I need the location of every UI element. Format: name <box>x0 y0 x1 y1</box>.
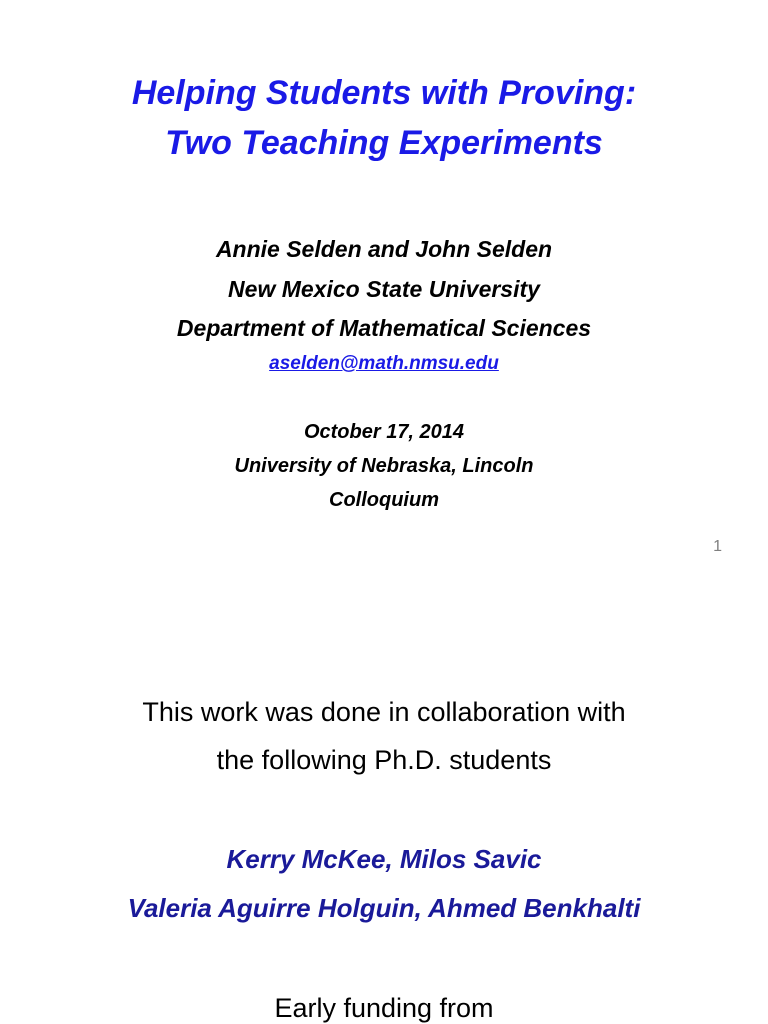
students-line-1: Kerry McKee, Milos Savic <box>226 844 542 874</box>
students-line-2: Valeria Aguirre Holguin, Ahmed Benkhalti <box>127 893 641 923</box>
collaboration-text-line-1: This work was done in collaboration with <box>142 697 626 727</box>
funding-text: Early funding from <box>274 993 494 1023</box>
email-row <box>0 353 768 375</box>
page-number: 1 <box>713 538 722 555</box>
email-link[interactable]: aselden@math.nmsu.edu <box>269 353 499 374</box>
department: Department of Mathematical Sciences <box>176 315 592 341</box>
venue: University of Nebraska, Lincoln <box>234 455 534 477</box>
event-name: Colloquium <box>329 489 439 511</box>
slide-title-line-2: Two Teaching Experiments <box>165 124 603 162</box>
slide-title-line-1: Helping Students with Proving: <box>131 74 637 112</box>
date: October 17, 2014 <box>303 421 465 443</box>
collaboration-text-line-2: the following Ph.D. students <box>216 745 552 775</box>
university: New Mexico State University <box>228 276 540 302</box>
authors: Annie Selden and John Selden <box>215 236 553 262</box>
collaboration-slide <box>0 580 768 1024</box>
